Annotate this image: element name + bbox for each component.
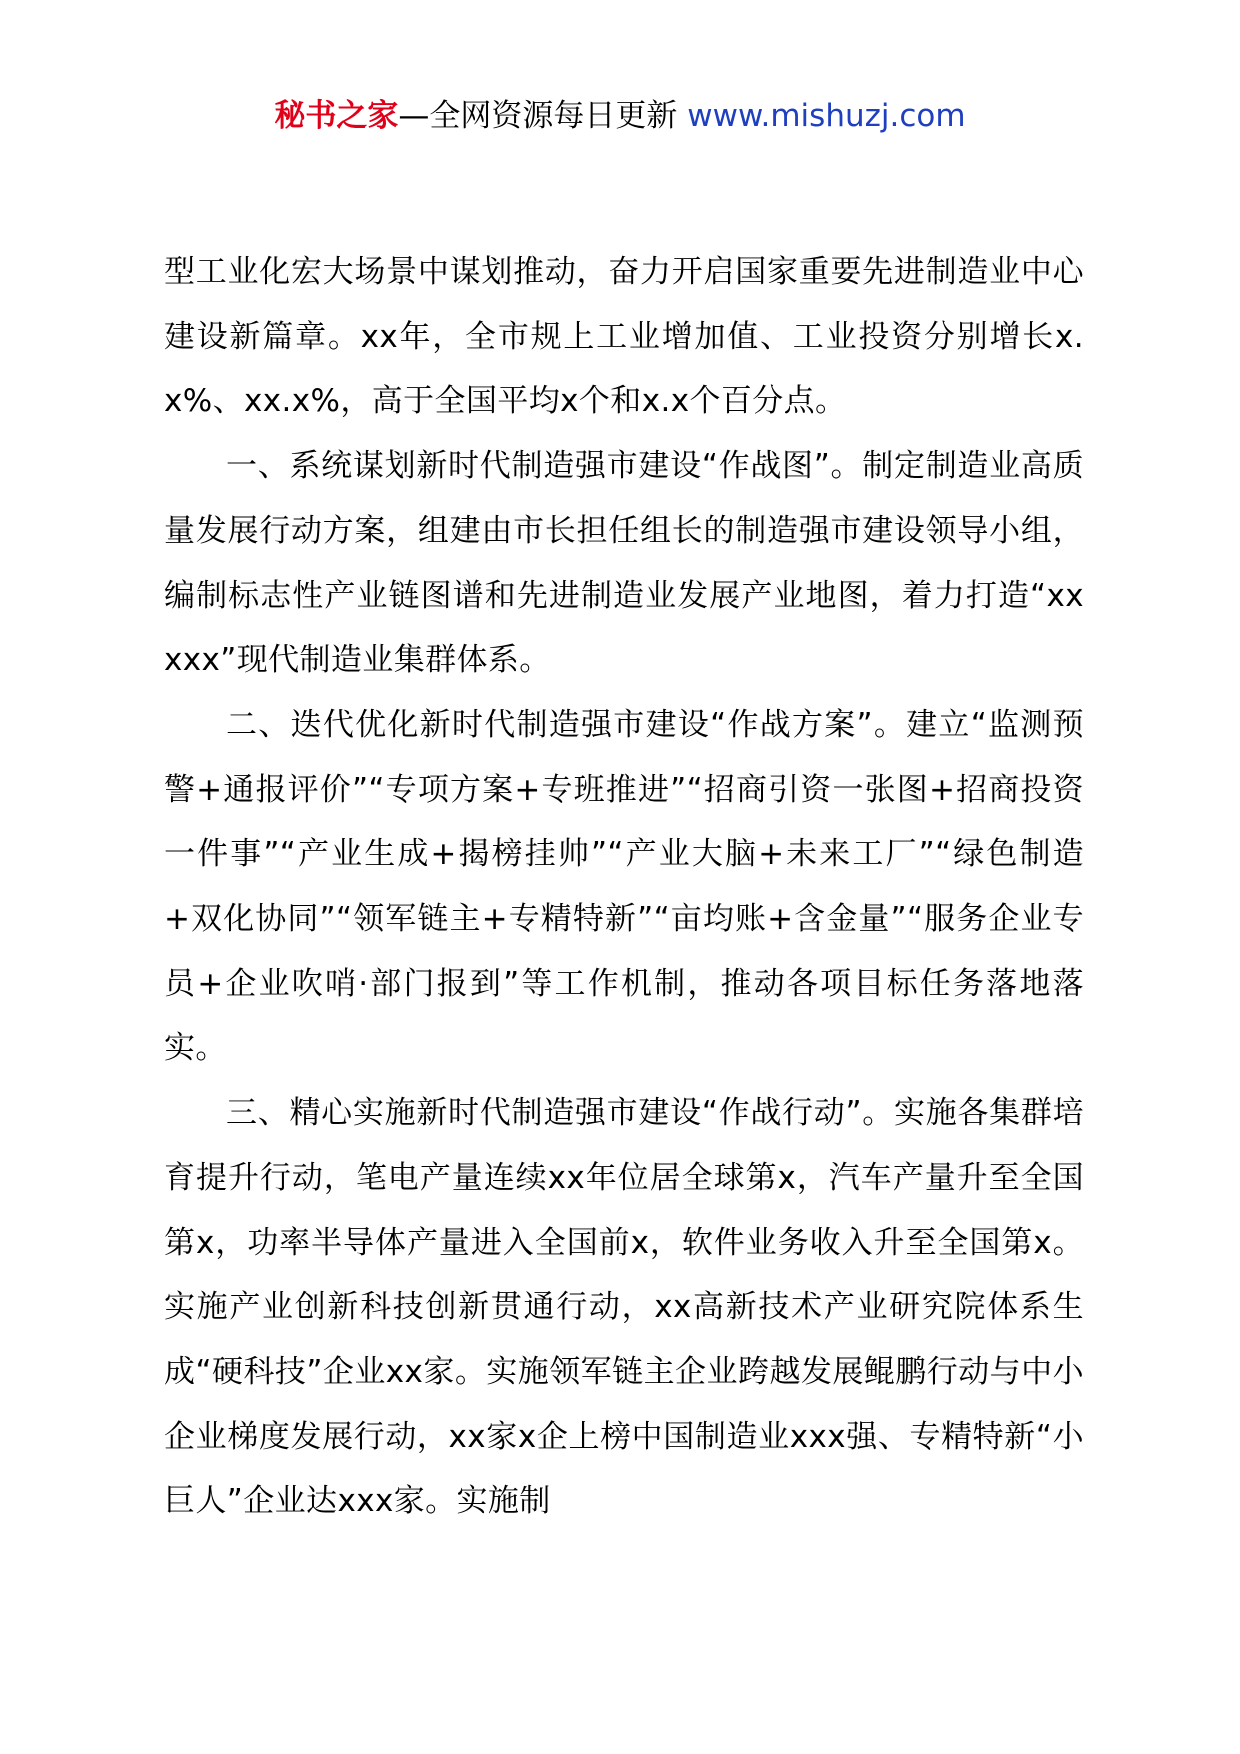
document-body xyxy=(164,240,1084,1534)
paragraph-section-two: 二、迭代优化新时代制造强市建设“作战方案”。建立“监测预警+通报评价”“专项方案+专班推进”“招商引资一张图+招商投资一件事”“产业生成+揭榜挂帅”“产业大脑+未来工厂”“绿色制造+双化协同”“领军链主+专精特新”“亩均账+含金量”“服务企业专员+企业吹哨·部门报到”等工作机制，推动各项目标任务落地落实。 xyxy=(164,706,1084,1067)
paragraph-continuation: 型工业化宏大场景中谋划推动，奋力开启国家重要先进制造业中心建设新篇章。xx年，全市规上工业增加值、工业投资分别增长x.x%、xx.x%，高于全国平均x个和x.x个百分点。 xyxy=(164,254,1084,420)
site-url-link[interactable]: www.mishuzj.com xyxy=(687,98,966,134)
paragraph-section-three: 三、精心实施新时代制造强市建设“作战行动”。实施各集群培育提升行动，笔电产量连续xx年位居全球第x，汽车产量升至全国第x，功率半导体产量进入全国前x，软件业务收入升至全国第x。实施产业创新科技创新贯通行动，xx高新技术产业研究院体系生成“硬科技”企业xx家。实施领军链主企业跨越发展鲲鹏行动与中小企业梯度发展行动，xx家x企上榜中国制造业xxx强、专精特新“小巨人”企业达xxx家。实施制 xyxy=(164,1095,1084,1520)
site-tagline: —全网资源每日更新 xyxy=(398,98,678,134)
site-brand: 秘书之家 xyxy=(274,98,399,134)
paragraph-section-one: 一、系统谋划新时代制造强市建设“作战图”。制定制造业高质量发展行动方案，组建由市长担任组长的制造强市建设领导小组，编制标志性产业链图谱和先进制造业发展产业地图，着力打造“xxxxx”现代制造业集群体系。 xyxy=(164,448,1084,679)
site-header xyxy=(0,96,1240,136)
